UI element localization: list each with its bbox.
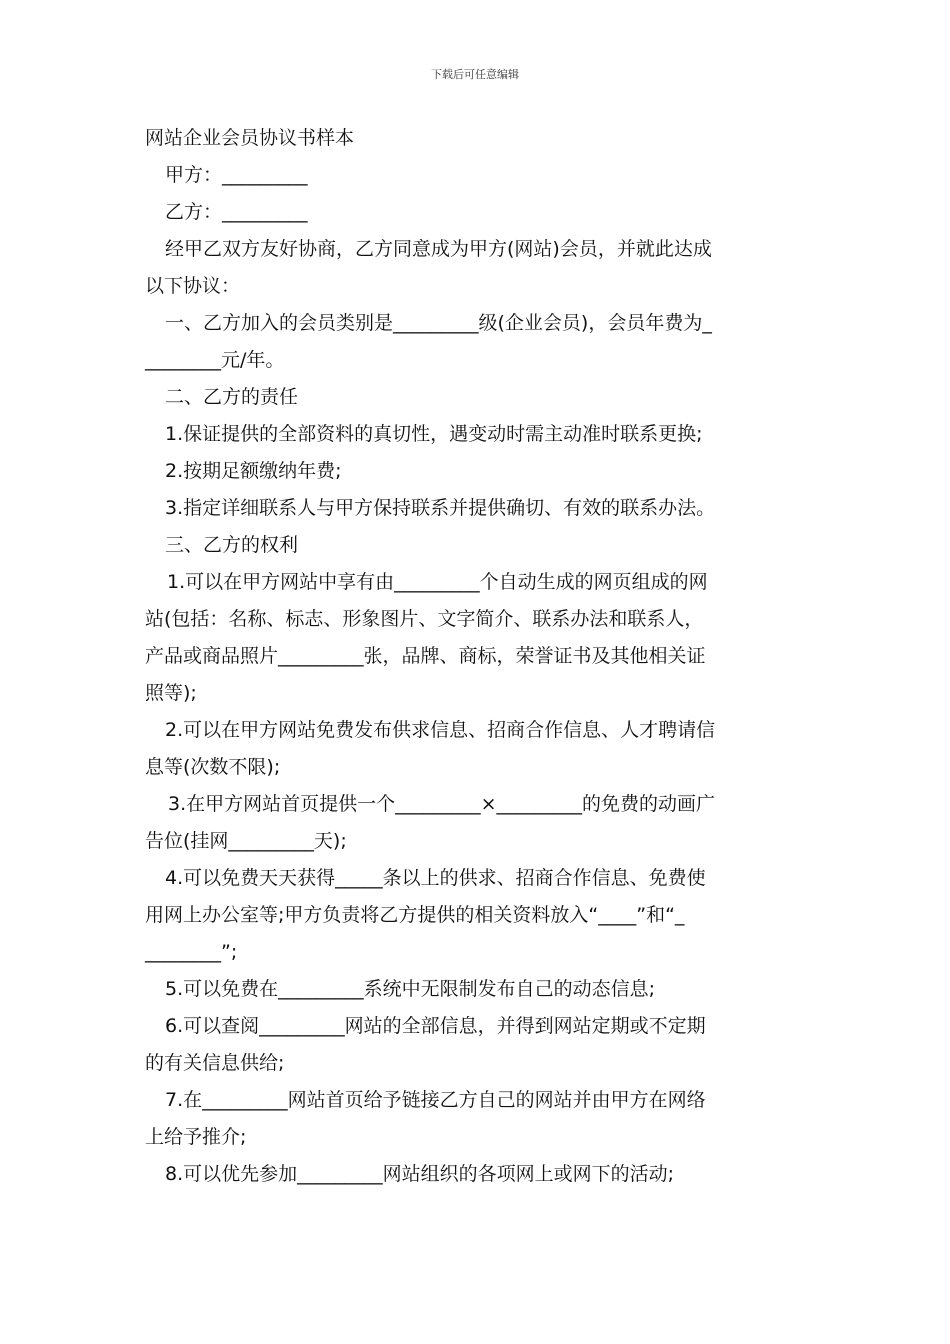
intro-line-2: 以下协议：: [145, 275, 241, 297]
duty-item-3: 3.指定详细联系人与甲方保持联系并提供确切、有效的联系办法。: [165, 497, 716, 519]
page-header-note: 下载后可任意编辑: [431, 68, 519, 81]
document-title: 网站企业会员协议书样本: [145, 127, 355, 149]
right-2-line-2: 息等(次数不限);: [145, 756, 281, 778]
right-4-line-2: 用网上办公室等;甲方负责将乙方提供的相关资料放入“____”和“_: [145, 904, 685, 926]
agreement-document: [145, 120, 810, 1193]
duty-item-2: 2.按期足额缴纳年费;: [165, 460, 342, 482]
clause-1-line-1: 一、乙方加入的会员类别是_________级(企业会员)，会员年费为_: [165, 312, 712, 334]
right-1-line-1: 1.可以在甲方网站中享有由_________个自动生成的网页组成的网: [167, 571, 708, 593]
party-a-line: 甲方：_________: [165, 164, 308, 186]
clause-1-line-2: ________元/年。: [145, 349, 285, 371]
intro-line-1: 经甲乙双方友好协商，乙方同意成为甲方(网站)会员，并就此达成: [165, 238, 712, 260]
duty-item-1: 1.保证提供的全部资料的真切性，遇变动时需主动准时联系更换;: [165, 423, 703, 445]
right-7-line-2: 上给予推介;: [145, 1126, 247, 1148]
right-1-line-2: 站(包括：名称、标志、形象图片、文字简介、联系办法和联系人，: [145, 608, 704, 630]
right-7-line-1: 7.在_________网站首页给予链接乙方自己的网站并由甲方在网络: [165, 1089, 706, 1111]
right-4-line-1: 4.可以免费天天获得_____条以上的供求、招商合作信息、免费使: [165, 867, 706, 889]
right-3-line-1: 3.在甲方网站首页提供一个_________×_________的免费的动画广: [168, 793, 716, 815]
right-5-line-1: 5.可以免费在_________系统中无限制发布自己的动态信息;: [165, 978, 656, 1000]
section-2-heading: 二、乙方的责任: [165, 386, 299, 408]
right-4-line-3: ________”;: [145, 941, 238, 963]
right-8-line-1: 8.可以优先参加_________网站组织的各项网上或网下的活动;: [165, 1163, 675, 1185]
right-1-line-3: 产品或商品照片_________张，品牌、商标，荣誉证书及其他相关证: [145, 645, 706, 667]
right-2-line-1: 2.可以在甲方网站免费发布供求信息、招商合作信息、人才聘请信: [165, 719, 716, 741]
right-3-line-2: 告位(挂网_________天);: [145, 830, 347, 852]
party-b-line: 乙方：_________: [165, 201, 308, 223]
section-3-heading: 三、乙方的权利: [165, 534, 299, 556]
right-6-line-2: 的有关信息供给;: [145, 1052, 285, 1074]
right-6-line-1: 6.可以查阅_________网站的全部信息，并得到网站定期或不定期: [165, 1015, 706, 1037]
right-1-line-4: 照等);: [145, 682, 197, 704]
